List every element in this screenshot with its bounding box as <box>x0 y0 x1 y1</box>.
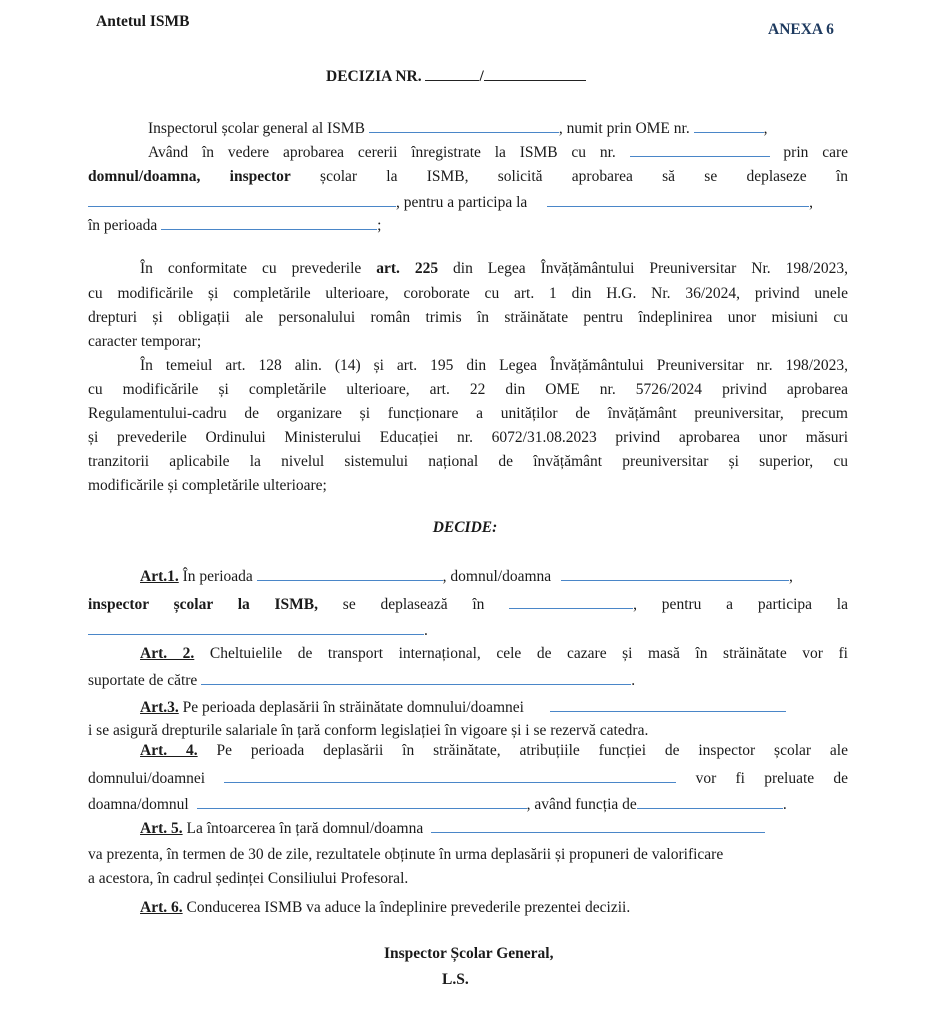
article-label: Art. 5. <box>140 820 183 837</box>
signature-title: Inspector Școlar General, <box>384 945 554 962</box>
request-number-blank[interactable] <box>630 142 770 157</box>
text: Pe perioada deplasării în străinătate, atribuțiile funcției de inspector școlar ale <box>197 742 848 759</box>
paragraph-2-line: În temeiul art. 128 alin. (14) și art. 195 din Legea Învățământului Preuniversitar nr. 198/2023, <box>140 357 848 374</box>
intro-line-2 <box>148 142 848 163</box>
text: doamna/domnul <box>88 796 189 813</box>
art1-destination-blank[interactable] <box>509 594 633 609</box>
art5-line-3: a acestora, în cadrul ședinței Consiliului Profesoral. <box>88 870 409 887</box>
art1-line-1 <box>140 566 848 587</box>
text: domnul/doamna, inspector <box>88 168 291 185</box>
text: . <box>631 672 636 689</box>
art4-line-1 <box>140 741 848 761</box>
article-label: Art.3. <box>140 699 179 716</box>
paragraph-2-line: cu modificările și completările ulterioare, art. 22 din OME nr. 5726/2024 privind aprobarea <box>88 381 848 398</box>
text: , <box>763 120 768 137</box>
text: În perioada <box>178 568 253 585</box>
paragraph-1-line: caracter temporar; <box>88 333 202 350</box>
text: în perioada <box>88 217 158 234</box>
intro-line-4 <box>88 192 848 213</box>
text: Având în vedere aprobarea cererii înregistrate la ISMB cu nr. <box>148 144 616 161</box>
annex-label: ANEXA 6 <box>768 21 834 38</box>
text: . <box>782 796 787 813</box>
text: , numit prin OME nr. <box>558 120 690 137</box>
destination-blank[interactable] <box>88 192 396 207</box>
art1-period-blank[interactable] <box>257 566 443 581</box>
decision-number-blank[interactable] <box>425 66 479 81</box>
article-label: Art. 4. <box>140 742 198 759</box>
paragraph-1-line <box>140 259 848 279</box>
decision-title <box>326 66 586 87</box>
art1-line-3 <box>88 620 848 641</box>
art2-line-2 <box>88 670 848 691</box>
art4-replacement-blank[interactable] <box>197 794 527 809</box>
art4-line-3 <box>88 794 848 815</box>
text: , pentru a participa la <box>396 194 528 211</box>
title-text: DECIZIA NR. <box>326 68 422 85</box>
text: Conducerea ISMB va aduce la îndeplinire prevederile prezentei decizii. <box>182 899 631 916</box>
seal-placeholder: L.S. <box>442 971 469 988</box>
text: . <box>424 622 428 639</box>
art3-name-blank[interactable] <box>550 697 786 712</box>
text: prin care <box>783 144 848 161</box>
text: , <box>809 194 814 211</box>
art1-name-blank[interactable] <box>561 566 789 581</box>
text: , domnul/doamna <box>442 568 552 585</box>
text: din Legea Învățământului Preuniversitar Nr. 198/2023, <box>438 260 849 277</box>
ome-number-blank[interactable] <box>694 118 764 133</box>
text: art. 225 <box>376 260 439 277</box>
art5-line-2: va prezenta, în termen de 30 de zile, rezultatele obținute în urma deplasării și propuneri de valorificare <box>88 846 724 863</box>
article-label: Art. 6. <box>140 899 183 916</box>
art6-line <box>140 898 848 918</box>
paragraph-2-line: și prevederile Ordinului Ministerului Educației nr. 6072/31.08.2023 privind aprobarea unor măsuri <box>88 429 848 446</box>
text: suportate de către <box>88 672 198 689</box>
art5-name-blank[interactable] <box>431 818 765 833</box>
art1-event-blank[interactable] <box>88 620 424 635</box>
event-blank[interactable] <box>547 192 809 207</box>
art3-line-2: i se asigură drepturile salariale în țară conform legislației în vigoare și i se rezervă catedra. <box>88 722 649 739</box>
intro-line-1 <box>148 118 848 139</box>
paragraph-2-line: tranzitorii aplicabile la nivelul sistemului național de învățământ preuniversitar și superior, cu <box>88 453 848 470</box>
intro-line-3 <box>88 167 848 187</box>
art2-payer-blank[interactable] <box>201 670 631 685</box>
title-separator: / <box>479 68 484 85</box>
text: Pe perioada deplasării în străinătate domnului/doamnei <box>178 699 524 716</box>
text: Cheltuielile de transport internațional, cele de cazare și masă în străinătate vor fi <box>194 645 848 662</box>
art1-line-2 <box>88 594 848 615</box>
text: inspector școlar la ISMB, <box>88 596 319 613</box>
art4-function-blank[interactable] <box>637 794 783 809</box>
text: , <box>789 568 793 585</box>
text: ; <box>377 217 382 234</box>
article-label: Art.1. <box>140 568 179 585</box>
decide-heading: DECIDE: <box>432 519 498 536</box>
paragraph-2-line: Regulamentului-cadru de organizare și funcționare a unităților de învățământ preuniversitar, precum <box>88 405 848 422</box>
text: Inspectorul școlar general al ISMB <box>148 120 365 137</box>
period-blank[interactable] <box>161 215 377 230</box>
decision-date-blank[interactable] <box>484 66 586 81</box>
text: școlar la ISMB, solicită aprobarea să se deplaseze în <box>320 168 848 185</box>
art4-name-blank[interactable] <box>224 768 676 783</box>
text: , pentru a participa la <box>633 596 848 613</box>
text: domnului/doamnei <box>88 770 206 787</box>
paragraph-1-line: drepturi și obligații ale personalului român trimis în străinătate pentru îndeplinirea unor misiuni cu <box>88 309 848 326</box>
text: , având funcția de <box>526 796 637 813</box>
letterhead-placeholder: Antetul ISMB <box>96 13 190 30</box>
text: vor fi preluate de <box>695 770 849 787</box>
inspector-name-blank[interactable] <box>369 118 559 133</box>
intro-line-5 <box>88 215 848 236</box>
text: În conformitate cu prevederile <box>140 260 377 277</box>
paragraph-2-line: modificările și completările ulterioare; <box>88 477 327 494</box>
art3-line-1 <box>140 697 848 718</box>
text: La întoarcerea în țară domnul/doamna <box>182 820 424 837</box>
art4-line-2 <box>88 768 848 789</box>
article-label: Art. 2. <box>140 645 195 662</box>
art2-line-1 <box>140 644 848 664</box>
paragraph-1-line: cu modificările și completările ulterioare, coroborate cu art. 1 din H.G. Nr. 36/2024, privind unele <box>88 285 848 302</box>
art5-line-1 <box>140 818 848 839</box>
text: se deplasează în <box>342 596 485 613</box>
